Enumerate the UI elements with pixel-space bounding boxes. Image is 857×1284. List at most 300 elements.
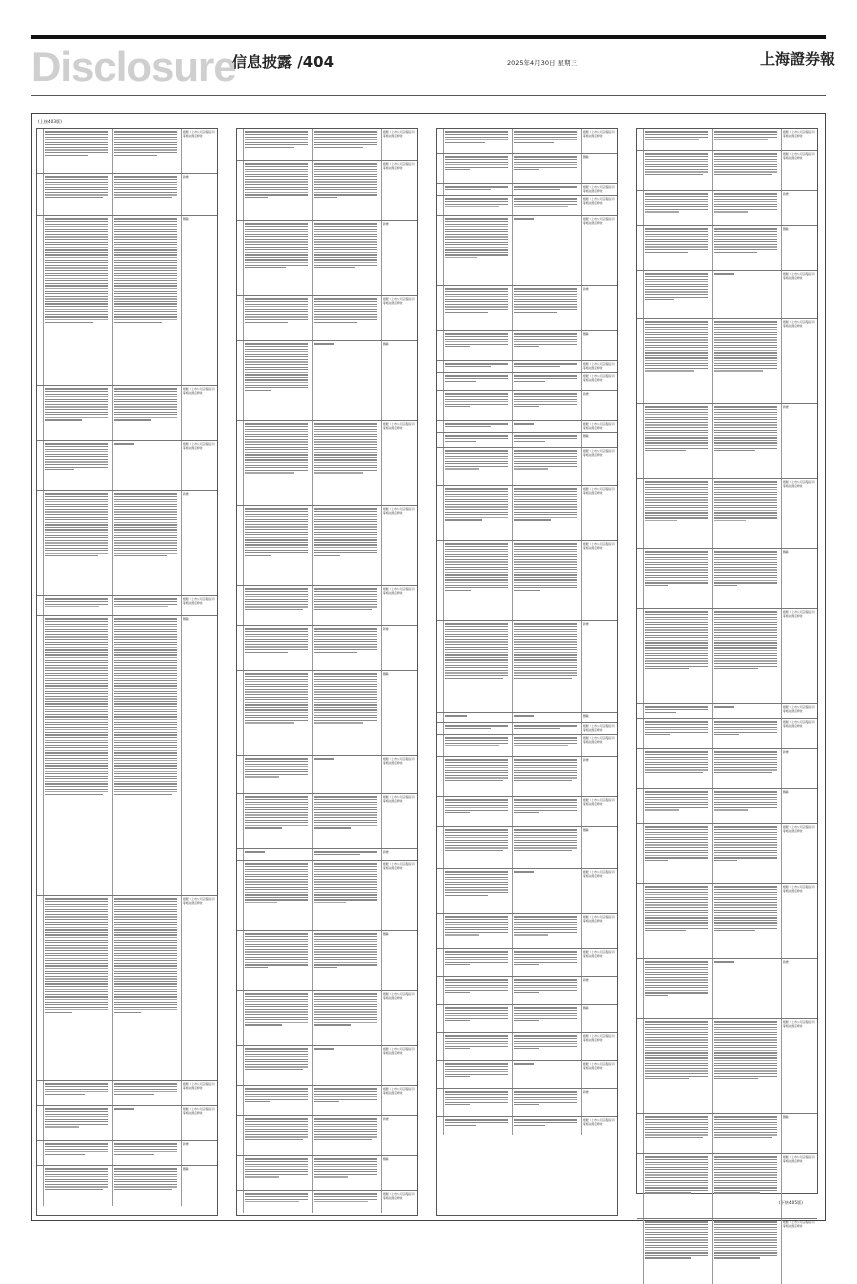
comparison-row — [237, 129, 417, 161]
comparison-row — [237, 296, 417, 341]
original-clause-cell — [444, 1089, 513, 1116]
comparison-row — [437, 757, 617, 797]
article-number-cell — [437, 827, 444, 868]
revision-basis-cell — [582, 361, 617, 372]
article-number-cell — [237, 626, 244, 670]
original-clause-cell — [244, 506, 313, 585]
revision-basis-cell — [582, 433, 617, 447]
comparison-row — [637, 704, 817, 719]
revision-basis-cell — [382, 991, 417, 1045]
comparison-row — [437, 1005, 617, 1033]
revision-basis-cell — [582, 184, 617, 195]
article-number-cell — [237, 756, 244, 793]
revision-basis-cell — [582, 713, 617, 722]
revision-basis-cell — [382, 849, 417, 860]
revised-clause-cell — [313, 1191, 382, 1213]
original-clause-cell — [44, 129, 113, 173]
revision-basis-text: 删除 — [783, 227, 789, 231]
comparison-row — [237, 626, 417, 671]
comparison-row — [437, 286, 617, 331]
article-number-cell — [237, 671, 244, 755]
revised-clause-cell — [513, 977, 582, 1004]
revision-basis-cell — [582, 421, 617, 432]
revision-basis-cell — [182, 491, 217, 595]
revision-basis-cell — [582, 621, 617, 712]
issue-date: 2025年4月30日 星期三 — [507, 59, 578, 67]
revised-clause-cell — [513, 723, 582, 734]
original-clause-cell — [644, 884, 713, 958]
revision-basis-cell — [382, 296, 417, 340]
original-clause-cell — [444, 723, 513, 734]
article-number-cell — [37, 441, 44, 490]
masthead-title: Disclosure — [31, 43, 236, 90]
original-clause-cell — [644, 749, 713, 788]
original-clause-cell — [444, 448, 513, 485]
original-clause-cell — [444, 154, 513, 183]
masthead-bottom-rule — [31, 95, 826, 96]
revised-clause-cell — [513, 129, 582, 153]
revision-basis-text: 根据《上市公司章程指引》等相关规定修改 — [583, 217, 616, 225]
revision-basis-cell — [582, 1117, 617, 1135]
masthead-top-rule — [31, 35, 826, 39]
revision-basis-text: 根据《上市公司章程指引》等相关规定修改 — [383, 795, 416, 803]
article-number-cell — [637, 191, 644, 225]
comparison-row — [637, 609, 817, 704]
original-clause-cell — [644, 404, 713, 478]
revised-clause-cell — [713, 271, 782, 318]
original-clause-cell — [444, 216, 513, 285]
comparison-row — [237, 849, 417, 861]
revision-basis-text: 根据《上市公司章程指引》等相关规定修改 — [383, 757, 416, 765]
revision-basis-text: 根据《上市公司章程指引》等相关规定修改 — [583, 542, 616, 550]
article-number-cell — [237, 586, 244, 625]
revised-clause-cell — [313, 849, 382, 860]
article-number-cell — [237, 221, 244, 295]
comparison-row — [437, 129, 617, 154]
article-number-cell — [37, 1141, 44, 1165]
comparison-row — [437, 621, 617, 713]
revision-basis-text: 根据《上市公司章程指引》等相关规定修改 — [583, 1062, 616, 1070]
revision-basis-cell — [182, 386, 217, 440]
revision-basis-cell — [582, 914, 617, 948]
revision-basis-cell — [582, 448, 617, 485]
revision-basis-text: 根据《上市公司章程指引》等相关规定修改 — [383, 162, 416, 170]
article-number-cell — [637, 789, 644, 823]
comparison-row — [437, 797, 617, 827]
revision-basis-text: 根据《上市公司章程指引》等相关规定修改 — [783, 1220, 816, 1228]
article-number-cell — [437, 1061, 444, 1088]
revision-basis-cell — [582, 196, 617, 215]
revised-clause-cell — [513, 1089, 582, 1116]
article-number-cell — [637, 319, 644, 403]
revision-basis-text: 新增 — [583, 1090, 589, 1094]
revised-clause-cell — [513, 797, 582, 826]
revision-basis-text: 根据《上市公司章程指引》等相关规定修改 — [583, 798, 616, 806]
comparison-row — [37, 896, 217, 1081]
revision-basis-cell — [182, 1141, 217, 1165]
comparison-row — [437, 541, 617, 621]
original-clause-cell — [644, 1219, 713, 1284]
comparison-row — [637, 1019, 817, 1114]
revision-basis-text: 新增 — [783, 192, 789, 196]
revision-basis-cell — [382, 341, 417, 420]
comparison-row — [237, 1191, 417, 1213]
comparison-row — [637, 404, 817, 479]
original-clause-cell — [444, 541, 513, 620]
revision-basis-text: 根据《上市公司章程指引》等相关规定修改 — [183, 442, 216, 450]
revision-basis-text: 根据《上市公司章程指引》等相关规定修改 — [383, 1047, 416, 1055]
comparison-row — [37, 1166, 217, 1206]
revision-basis-text: 删除 — [383, 672, 389, 676]
revised-clause-cell — [313, 129, 382, 160]
revision-basis-cell — [582, 757, 617, 796]
revision-basis-cell — [582, 391, 617, 420]
revision-basis-cell — [582, 1089, 617, 1116]
revised-clause-cell — [313, 794, 382, 848]
comparison-row — [237, 221, 417, 296]
comparison-row — [437, 331, 617, 361]
original-clause-cell — [44, 441, 113, 490]
revision-basis-cell — [782, 1154, 817, 1218]
article-number-cell — [437, 1005, 444, 1032]
revision-basis-cell — [582, 977, 617, 1004]
revised-clause-cell — [513, 154, 582, 183]
article-number-cell — [637, 749, 644, 788]
revised-clause-cell — [513, 914, 582, 948]
original-clause-cell — [644, 151, 713, 190]
article-number-cell — [437, 373, 444, 390]
revised-clause-cell — [713, 226, 782, 270]
original-clause-cell — [644, 319, 713, 403]
original-clause-cell — [244, 341, 313, 420]
revision-basis-cell — [382, 421, 417, 505]
revised-clause-cell — [713, 824, 782, 883]
revision-basis-text: 新增 — [183, 175, 189, 179]
comparison-row — [437, 977, 617, 1005]
revision-basis-cell — [782, 404, 817, 478]
original-clause-cell — [244, 421, 313, 505]
comparison-row — [637, 129, 817, 151]
original-clause-cell — [644, 719, 713, 748]
original-clause-cell — [244, 296, 313, 340]
revision-basis-cell — [582, 949, 617, 976]
revision-basis-cell — [382, 794, 417, 848]
original-clause-cell — [644, 479, 713, 548]
revision-basis-text: 根据《上市公司章程指引》等相关规定修改 — [583, 197, 616, 205]
comparison-row — [637, 824, 817, 884]
revision-basis-text: 根据《上市公司章程指引》等相关规定修改 — [183, 597, 216, 605]
original-clause-cell — [444, 797, 513, 826]
revision-basis-text: 新增 — [183, 492, 189, 496]
revised-clause-cell — [313, 506, 382, 585]
article-number-cell — [437, 286, 444, 330]
article-number-cell — [237, 1046, 244, 1085]
revised-clause-cell — [313, 991, 382, 1045]
article-number-cell — [237, 129, 244, 160]
revision-basis-text: 根据《上市公司章程指引》等相关规定修改 — [383, 1192, 416, 1200]
revision-basis-text: 新增 — [583, 758, 589, 762]
revised-clause-cell — [713, 1114, 782, 1153]
article-number-cell — [237, 506, 244, 585]
article-number-cell — [437, 949, 444, 976]
revision-basis-text: 根据《上市公司章程指引》等相关规定修改 — [583, 915, 616, 923]
article-number-cell — [437, 723, 444, 734]
revision-basis-cell — [582, 797, 617, 826]
original-clause-cell — [244, 794, 313, 848]
revision-basis-text: 根据《上市公司章程指引》等相关规定修改 — [783, 152, 816, 160]
original-clause-cell — [444, 1005, 513, 1032]
revised-clause-cell — [713, 191, 782, 225]
comparison-row — [437, 486, 617, 541]
original-clause-cell — [244, 1046, 313, 1085]
revision-basis-text: 根据《上市公司章程指引》等相关规定修改 — [583, 1034, 616, 1042]
revision-basis-cell — [782, 479, 817, 548]
original-clause-cell — [444, 914, 513, 948]
revision-basis-cell — [182, 174, 217, 215]
comparison-row — [637, 479, 817, 549]
revision-basis-cell — [782, 1219, 817, 1284]
revised-clause-cell — [313, 1046, 382, 1085]
revised-clause-cell — [713, 1219, 782, 1284]
revision-basis-text: 删除 — [383, 1157, 389, 1161]
original-clause-cell — [444, 869, 513, 913]
revision-basis-text: 新增 — [583, 392, 589, 396]
revision-basis-cell — [782, 959, 817, 1018]
original-clause-cell — [644, 704, 713, 718]
article-number-cell — [237, 161, 244, 220]
original-clause-cell — [644, 824, 713, 883]
revised-clause-cell — [513, 391, 582, 420]
original-clause-cell — [44, 491, 113, 595]
comparison-row — [237, 794, 417, 849]
article-number-cell — [37, 216, 44, 385]
revision-basis-text: 删除 — [583, 434, 589, 438]
revision-basis-text: 根据《上市公司章程指引》等相关规定修改 — [583, 736, 616, 744]
revision-basis-cell — [782, 749, 817, 788]
comparison-row — [437, 421, 617, 433]
revised-clause-cell — [313, 161, 382, 220]
revised-clause-cell — [313, 626, 382, 670]
revision-basis-text: 根据《上市公司章程指引》等相关规定修改 — [383, 992, 416, 1000]
comparison-row — [37, 596, 217, 616]
original-clause-cell — [444, 827, 513, 868]
revision-basis-cell — [182, 596, 217, 615]
comparison-row — [37, 174, 217, 216]
revision-basis-text: 根据《上市公司章程指引》等相关规定修改 — [583, 185, 616, 193]
original-clause-cell — [444, 196, 513, 215]
revised-clause-cell — [713, 479, 782, 548]
article-number-cell — [637, 404, 644, 478]
revision-basis-cell — [582, 331, 617, 360]
article-number-cell — [437, 421, 444, 432]
comparison-row — [437, 735, 617, 757]
comparison-row — [237, 1156, 417, 1191]
revision-basis-cell — [782, 191, 817, 225]
revision-basis-text: 根据《上市公司章程指引》等相关规定修改 — [383, 297, 416, 305]
comparison-row — [437, 196, 617, 216]
article-number-cell — [637, 959, 644, 1018]
revision-basis-text: 根据《上市公司章程指引》等相关规定修改 — [583, 374, 616, 382]
revision-basis-cell — [382, 221, 417, 295]
comparison-row — [37, 386, 217, 441]
revised-clause-cell — [113, 441, 182, 490]
original-clause-cell — [444, 184, 513, 195]
revised-clause-cell — [713, 719, 782, 748]
comparison-row — [437, 1089, 617, 1117]
comparison-row — [237, 1086, 417, 1116]
revision-basis-text: 根据《上市公司章程指引》等相关规定修改 — [583, 422, 616, 430]
revision-basis-cell — [382, 1116, 417, 1155]
original-clause-cell — [444, 621, 513, 712]
article-number-cell — [237, 991, 244, 1045]
original-clause-cell — [44, 1106, 113, 1140]
original-clause-cell — [244, 129, 313, 160]
revised-clause-cell — [513, 331, 582, 360]
article-number-cell — [437, 914, 444, 948]
revised-clause-cell — [113, 616, 182, 895]
continued-from-label: (上接403版) — [38, 119, 62, 124]
revision-basis-text: 根据《上市公司章程指引》等相关规定修改 — [783, 272, 816, 280]
revised-clause-cell — [313, 1156, 382, 1190]
article-number-cell — [237, 1116, 244, 1155]
comparison-table-column-1 — [36, 128, 218, 1216]
revision-basis-text: 根据《上市公司章程指引》等相关规定修改 — [783, 1020, 816, 1028]
revision-basis-cell — [182, 616, 217, 895]
original-clause-cell — [44, 386, 113, 440]
revised-clause-cell — [713, 704, 782, 718]
original-clause-cell — [44, 616, 113, 895]
comparison-row — [437, 869, 617, 914]
revision-basis-text: 新增 — [783, 750, 789, 754]
revision-basis-cell — [382, 1156, 417, 1190]
original-clause-cell — [444, 391, 513, 420]
revised-clause-cell — [713, 151, 782, 190]
original-clause-cell — [244, 931, 313, 990]
article-number-cell — [237, 1191, 244, 1213]
article-number-cell — [37, 596, 44, 615]
article-number-cell — [437, 448, 444, 485]
original-clause-cell — [444, 977, 513, 1004]
revision-basis-cell — [182, 441, 217, 490]
revised-clause-cell — [513, 433, 582, 447]
comparison-row — [637, 191, 817, 226]
comparison-row — [437, 391, 617, 421]
masthead — [31, 43, 836, 90]
revised-clause-cell — [513, 869, 582, 913]
original-clause-cell — [644, 609, 713, 703]
revision-basis-text: 新增 — [583, 622, 589, 626]
original-clause-cell — [644, 129, 713, 150]
article-number-cell — [437, 154, 444, 183]
newspaper-name: 上海證券報 — [760, 50, 836, 68]
revised-clause-cell — [513, 713, 582, 722]
revision-basis-text: 根据《上市公司章程指引》等相关规定修改 — [783, 885, 816, 893]
original-clause-cell — [444, 361, 513, 372]
revision-basis-cell — [782, 609, 817, 703]
original-clause-cell — [644, 1019, 713, 1113]
revision-basis-cell — [782, 226, 817, 270]
comparison-row — [237, 506, 417, 586]
revised-clause-cell — [113, 386, 182, 440]
revision-basis-cell — [382, 671, 417, 755]
revision-basis-text: 根据《上市公司章程指引》等相关规定修改 — [583, 1118, 616, 1126]
article-number-cell — [437, 331, 444, 360]
original-clause-cell — [444, 129, 513, 153]
comparison-row — [437, 1117, 617, 1135]
revised-clause-cell — [513, 621, 582, 712]
revision-basis-text: 根据《上市公司章程指引》等相关规定修改 — [183, 130, 216, 138]
article-number-cell — [637, 719, 644, 748]
original-clause-cell — [444, 1117, 513, 1135]
original-clause-cell — [444, 735, 513, 756]
original-clause-cell — [244, 626, 313, 670]
article-number-cell — [37, 616, 44, 895]
comparison-row — [637, 1154, 817, 1219]
revision-basis-cell — [582, 1033, 617, 1060]
revision-basis-cell — [582, 216, 617, 285]
article-number-cell — [237, 1156, 244, 1190]
revision-basis-cell — [782, 271, 817, 318]
original-clause-cell — [244, 1116, 313, 1155]
revision-basis-cell — [382, 129, 417, 160]
revision-basis-text: 新增 — [783, 960, 789, 964]
revision-basis-cell — [382, 1191, 417, 1213]
original-clause-cell — [644, 271, 713, 318]
article-number-cell — [437, 1033, 444, 1060]
comparison-row — [437, 433, 617, 448]
comparison-row — [437, 361, 617, 373]
revision-basis-text: 根据《上市公司章程指引》等相关规定修改 — [383, 130, 416, 138]
revised-clause-cell — [513, 757, 582, 796]
comparison-row — [437, 713, 617, 723]
revised-clause-cell — [313, 296, 382, 340]
revision-basis-cell — [782, 319, 817, 403]
article-number-cell — [637, 609, 644, 703]
revised-clause-cell — [313, 341, 382, 420]
article-number-cell — [637, 704, 644, 718]
revision-basis-text: 删除 — [583, 155, 589, 159]
original-clause-cell — [44, 174, 113, 215]
comparison-row — [437, 154, 617, 184]
article-number-cell — [637, 151, 644, 190]
revised-clause-cell — [713, 549, 782, 608]
revised-clause-cell — [713, 884, 782, 958]
revision-basis-cell — [182, 1106, 217, 1140]
revised-clause-cell — [513, 421, 582, 432]
original-clause-cell — [444, 373, 513, 390]
revision-basis-cell — [782, 129, 817, 150]
revised-clause-cell — [513, 1061, 582, 1088]
comparison-row — [437, 914, 617, 949]
original-clause-cell — [644, 191, 713, 225]
revised-clause-cell — [713, 404, 782, 478]
comparison-row — [237, 671, 417, 756]
comparison-row — [237, 991, 417, 1046]
original-clause-cell — [244, 161, 313, 220]
revised-clause-cell — [113, 491, 182, 595]
revision-basis-text: 根据《上市公司章程指引》等相关规定修改 — [183, 387, 216, 395]
revision-basis-cell — [582, 1005, 617, 1032]
comparison-row — [437, 1033, 617, 1061]
article-number-cell — [437, 433, 444, 447]
revision-basis-cell — [382, 861, 417, 930]
revision-basis-text: 删除 — [183, 1167, 189, 1171]
revision-basis-cell — [782, 719, 817, 748]
revision-basis-text: 根据《上市公司章程指引》等相关规定修改 — [783, 480, 816, 488]
revision-basis-cell — [582, 154, 617, 183]
comparison-row — [637, 151, 817, 191]
article-number-cell — [637, 1154, 644, 1218]
